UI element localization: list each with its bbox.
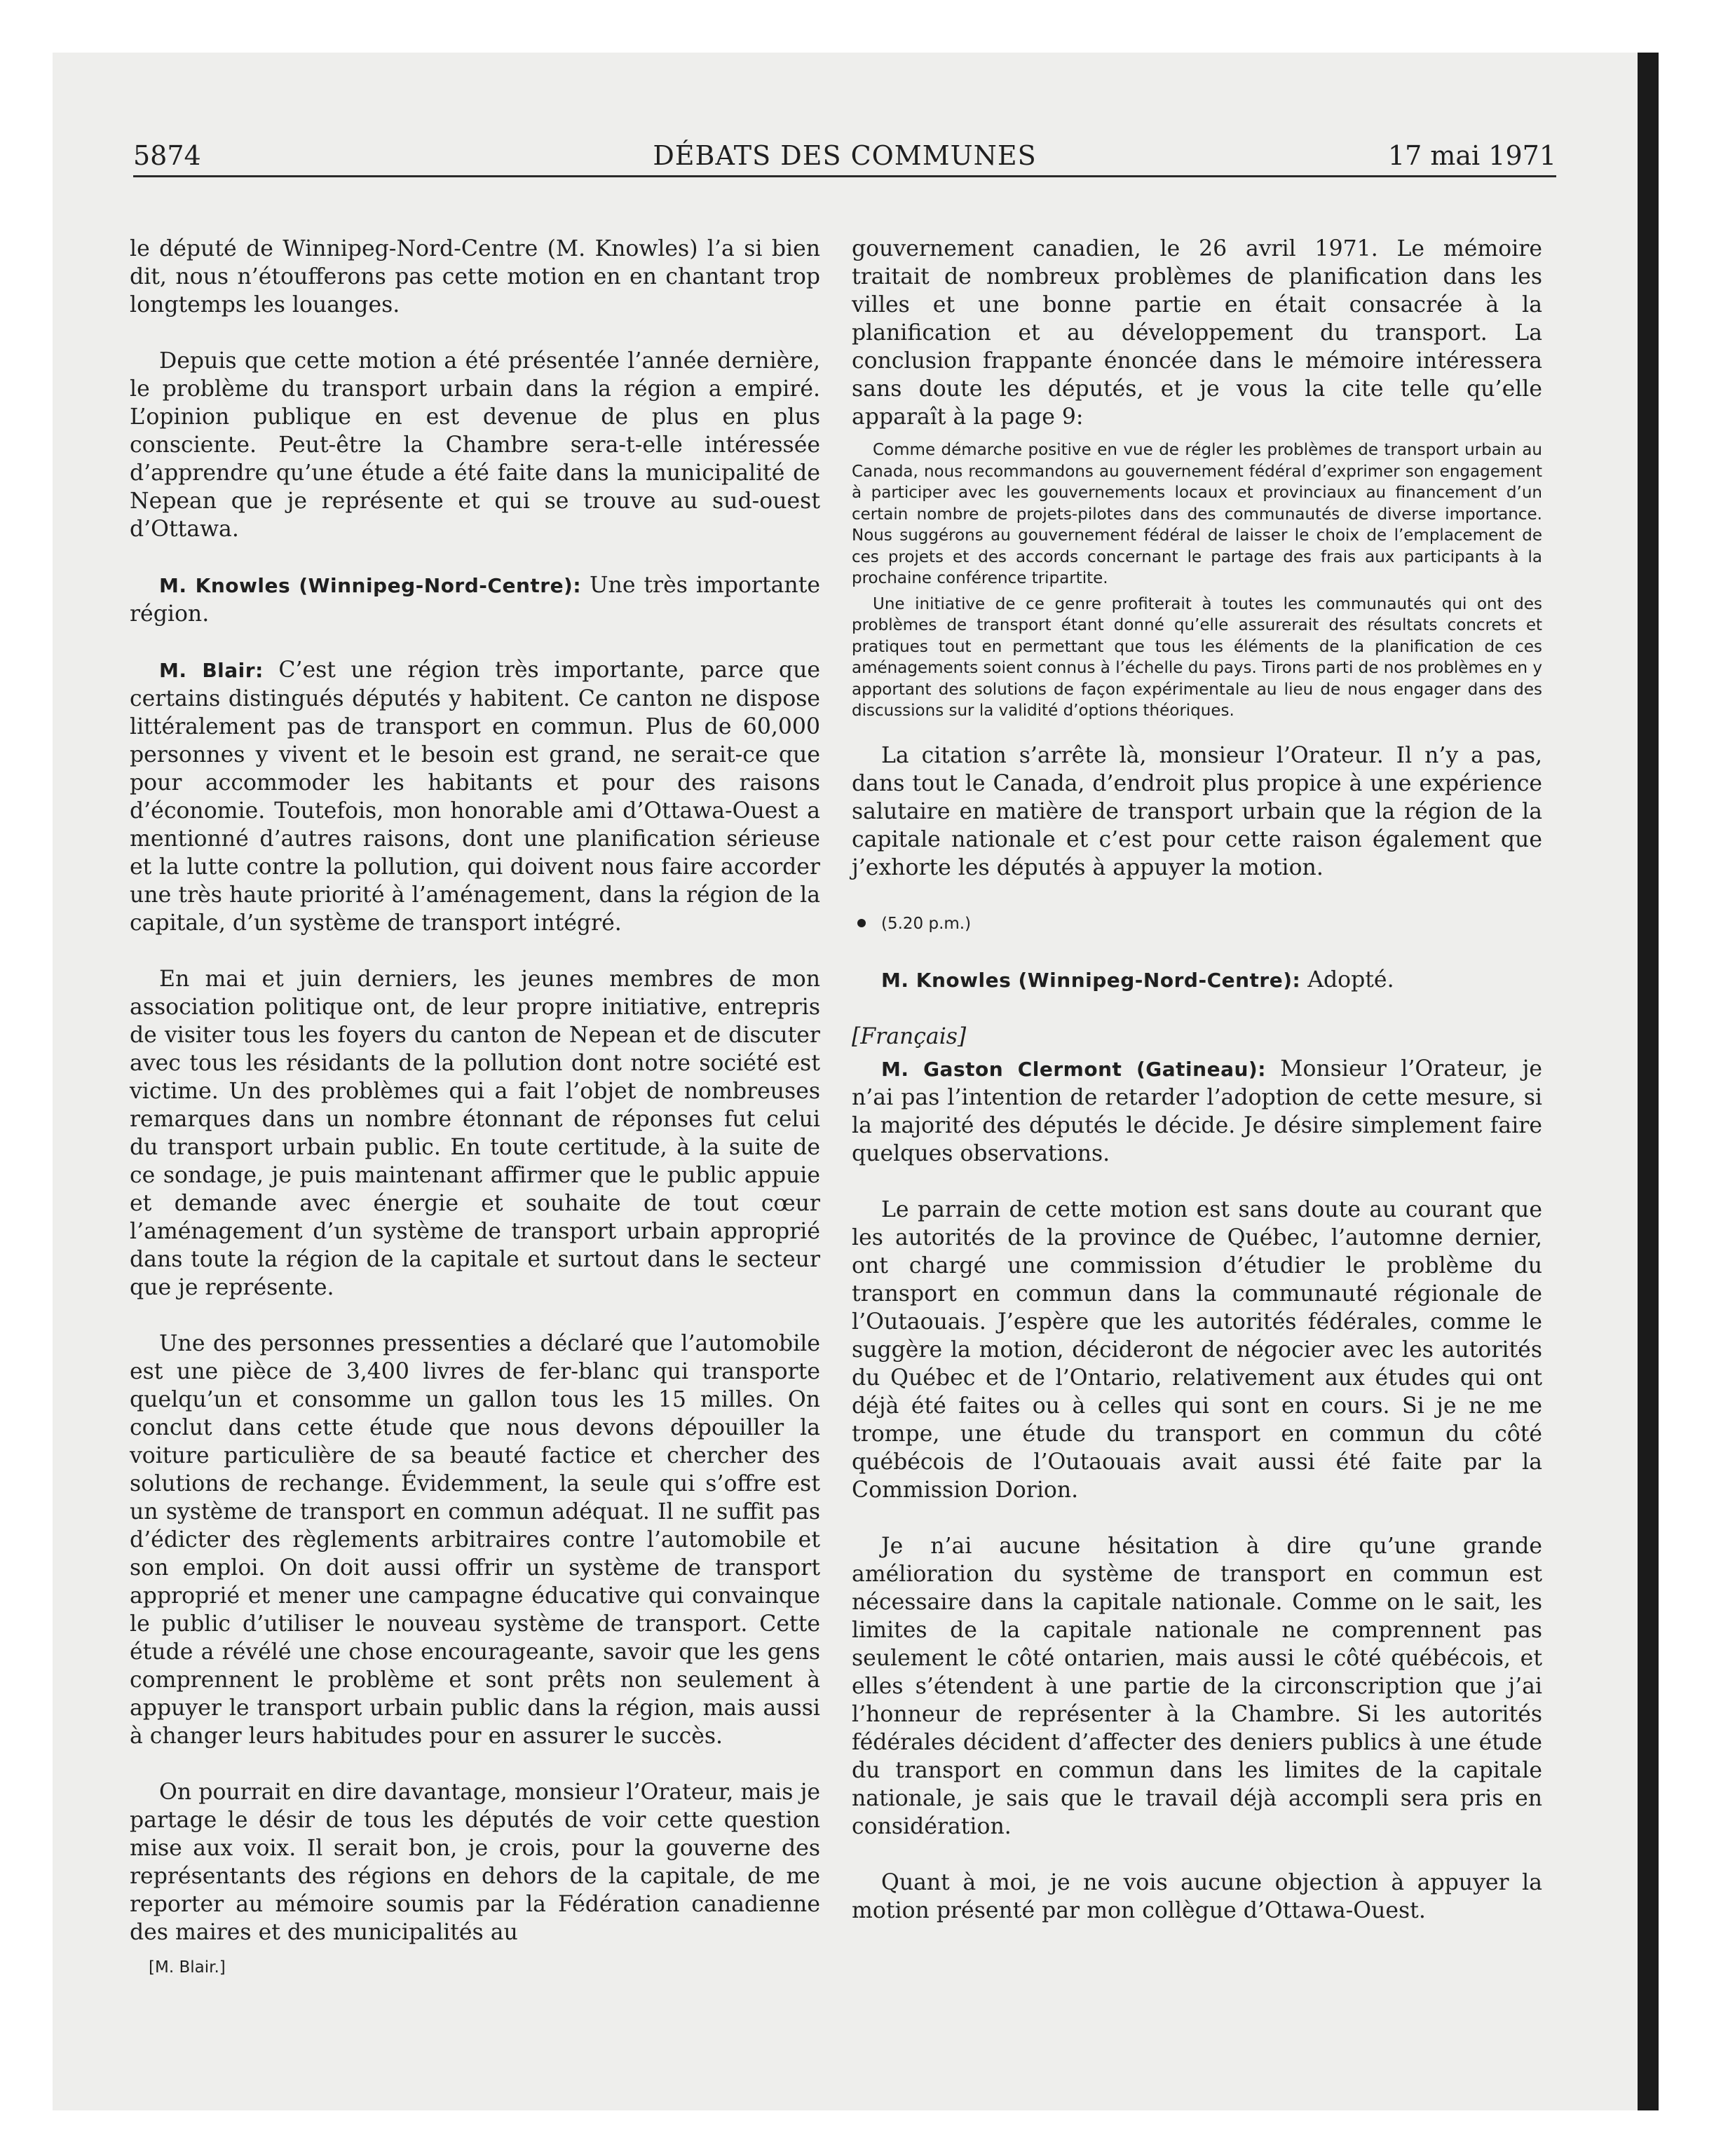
block-quote [852,439,1542,722]
paragraph: Le parrain de cette motion est sans doute au courant que les autorités de la province de Québec, l’automne dernier, ont chargé une commission d’étudier le problème du transport en commun dans la communauté régionale de l’Outaouais. J’espère que les autorités fédérales, comme le suggère la motion, décideront de négocier avec les autorités du Québec et de l’Ontario, relativement aux études qui ont déjà été faites ou à celles qui sont en cours. Si je ne me trompe, une étude du transport en commun du côté québécois de l’Outaouais avait aussi été faite par la Commission Dorion. [852,1196,1542,1503]
speaker-name: M. Knowles (Winnipeg-Nord-Centre): [881,968,1301,992]
paragraph: gouvernement canadien, le 26 avril 1971. Le mémoire traitait de nombreux problèmes de planification dans les villes et une bonne partie en était consacrée à la planification et au développement du transport. La conclusion frappante énoncée dans le mémoire intéressera sans doute les députés, et je vous la cite telle qu’elle apparaît à la page 9: [852,236,1542,430]
right-column [852,235,1542,1953]
left-column [130,235,820,1974]
quote-paragraph: Comme démarche positive en vue de régler les problèmes de transport urbain au Canada, nous recommandons au gouvernement fédéral d’exprimer son engagement à participer avec les gouvernements locaux et provinciaux au financement d’un certain nombre de projets-pilotes dans des communautés de diverse importance. Nous suggérons au gouvernement fédéral de laisser le choix de l’emplacement de ces projets et des accords concernant le partage des frais aux participants à la prochaine conférence tripartite. [852,441,1542,587]
paragraph: Je n’ai aucune hésitation à dire qu’une grande amélioration du système de transport en commun est nécessaire dans la capitale nationale. Comme on le sait, les limites de la capitale nationale ne comprennent pas seulement le côté ontarien, mais aussi le côté québécois, et elles s’étendent à une partie de la circonscription que j’ai l’honneur de représenter à la Chambre. Si les autorités fédérales décident d’affecter des deniers publics à une étude du transport en commun dans les limites de la capitale nationale, je sais que le travail déjà accompli sera pris en considération. [852,1533,1542,1839]
publication-title: DÉBATS DES COMMUNES [653,140,1037,171]
speech-text: Une très importante région. [130,573,821,627]
speaker-name: M. Gaston Clermont (Gatineau): [881,1057,1266,1081]
speech-text: Adopté. [1300,967,1394,992]
quote-paragraph: Une initiative de ce genre profiterait à toutes les communautés qui ont des problèmes de transport étant donné qu’elle assurerait des résultats concrets et pratiques tout en permettant que tous les éléments de la planification de ces aménagements soient connus à l’échelle du pays. Tirons parti de nos problèmes en y apportant des solutions de façon expérimentale au lieu de nous engager dans des discussions sur la validité d’options théoriques. [852,594,1542,720]
speech-knowles [130,571,820,628]
speech-blair [130,656,820,937]
speech-text: C’est une région très importante, parce que certains distingués députés y habitent. Ce canton ne dispose littéralement pas de transport en commun. Plus de 60,000 personnes y vivent et le besoin est grand, ne serait-ce que pour accommoder les habitants et pour des raisons d’économie. Toutefois, mon honorable ami d’Ottawa-Ouest a mentionné d’autres raisons, dont une planification sérieuse et la lutte contre la pollution, qui doivent nous faire accorder une très haute priorité à l’aménagement, dans la région de la capitale, d’un système de transport intégré. [130,657,821,936]
binding-edge [1638,53,1659,2110]
footer-speaker-tag: [M. Blair.] [149,1958,226,1977]
paragraph: le député de Winnipeg-Nord-Centre (M. Knowles) l’a si bien dit, nous n’étoufferons pas cette motion en en chantant trop longtemps les louanges. [130,236,820,318]
bullet-icon [857,919,866,927]
paragraph: On pourrait en dire davantage, monsieur l’Orateur, mais je partage le désir de tous les députés de voir cette question mise aux voix. Il serait bon, je crois, pour la gouverne des représentants des régions en dehors de la capitale, de me reporter au mémoire soumis par la Fédération canadienne des maires et des municipalités au [130,1780,820,1945]
paragraph: Une des personnes pressenties a déclaré que l’automobile est une pièce de 3,400 livres de fer-blanc qui transporte quelqu’un et consomme un gallon tous les 15 milles. On conclut dans cette étude que nous devons dépouiller la voiture particulière de sa beauté factice et chercher des solutions de rechange. Évidemment, la seule qui s’offre est un système de transport en commun adéquat. Il ne suffit pas d’édicter des règlements arbitraires contre l’automobile et son emploi. On doit aussi offrir un système de transport approprié et mener une campagne éducative qui convainque le public d’utiliser le nouveau système de transport. Cette étude a révélé une chose encourageante, savoir que les gens comprennent le problème et sont prêts non seulement à appuyer le transport urbain public dans la région, mais aussi à changer leurs habitudes pour en assurer le succès. [130,1331,820,1749]
speech-text: Monsieur l’Orateur, je n’ai pas l’intention de retarder l’adoption de cette mesure, si la majorité des députés le décide. Je désire simplement faire quelques observations. [852,1056,1542,1166]
speaker-name: M. Blair: [159,659,264,682]
speech-knowles-adopt [852,966,1542,995]
speech-clermont [852,1055,1542,1168]
page-header [133,139,1556,177]
page-date: 17 mai 1971 [1387,140,1556,171]
time-stamp [852,910,1542,938]
paragraph: Depuis que cette motion a été présentée l’année dernière, le problème du transport urbain dans la région a empiré. L’opinion publique en est devenue de plus en plus consciente. Peut-être la Chambre sera-t-elle intéressée d’apprendre qu’une étude a été faite dans la municipalité de Nepean que je représente et qui se trouve au sud-ouest d’Ottawa. [130,348,820,542]
paragraph: Quant à moi, je ne vois aucune objection à appuyer la motion présenté par mon collègue d’Ottawa-Ouest. [852,1869,1542,1923]
paragraph: La citation s’arrête là, monsieur l’Orateur. Il n’y a pas, dans tout le Canada, d’endroit plus propice à une expérience salutaire en matière de transport urbain que la région de la capitale nationale et c’est pour cette raison également que j’exhorte les députés à appuyer la motion. [852,742,1542,880]
time-text: (5.20 p.m.) [881,914,972,933]
speaker-name: M. Knowles (Winnipeg-Nord-Centre): [159,574,582,597]
paragraph: En mai et juin derniers, les jeunes membres de mon association politique ont, de leur propre initiative, entrepris de visiter tous les foyers du canton de Nepean et de discuter avec tous les résidants de la pollution dont notre société est victime. Un des problèmes qui a fait l’objet de nombreuses remarques dans un nombre étonnant de réponses fut celui du transport urbain public. En toute certitude, à la suite de ce sondage, je puis maintenant affirmer que le public appuie et demande avec énergie et souhaite de tout cœur l’aménagement d’un système de transport urbain approprié dans toute la région de la capitale et surtout dans le secteur que je représente. [130,967,820,1300]
page-number: 5874 [133,140,201,171]
language-marker: [Français] [852,1023,967,1049]
